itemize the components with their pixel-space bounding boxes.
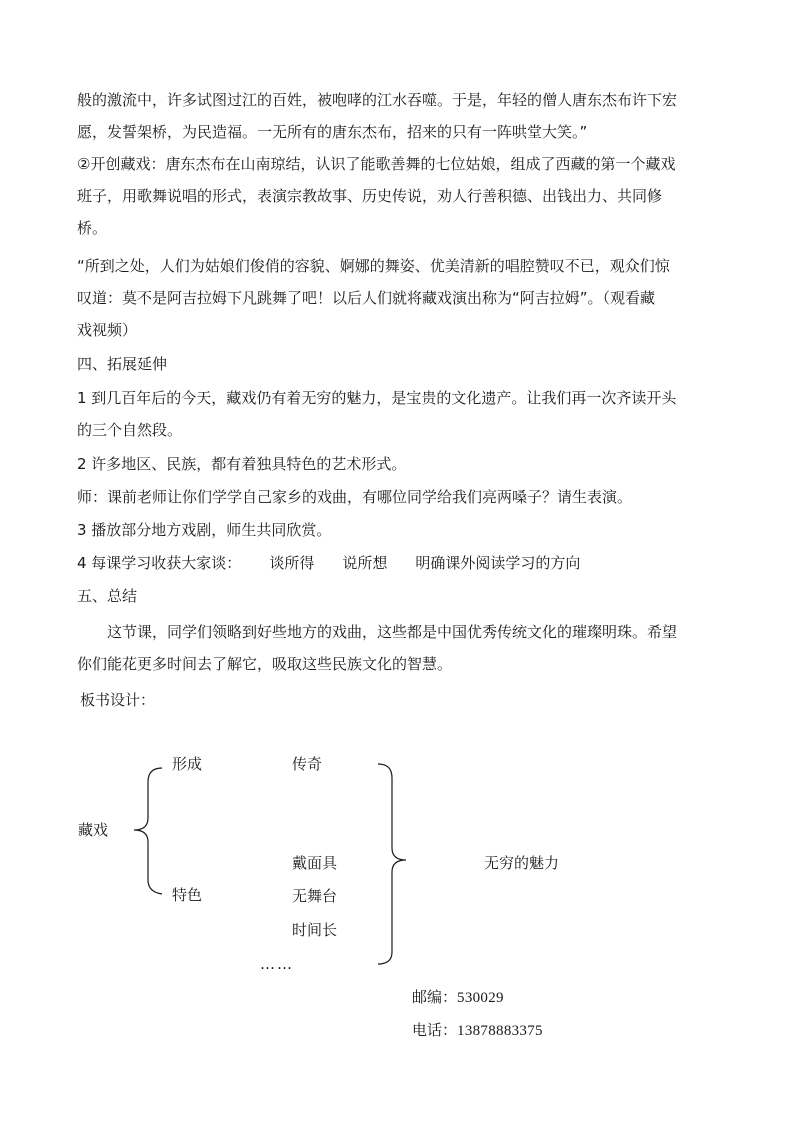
phone-label: 电话：: [412, 1021, 458, 1039]
board-design-title: 板书设计：: [80, 691, 156, 709]
board-ellipsis: ……: [260, 955, 294, 973]
paragraph-line: 师：课前老师让你们学学自己家乡的戏曲，有哪位同学给我们亮两嗓子？请生表演。: [77, 488, 633, 506]
right-brace: [378, 764, 406, 964]
paragraph-line: 这节课，同学们领略到好些地方的戏曲，这些都是中国优秀传统文化的璀璨明珠。希望: [107, 623, 678, 641]
paragraph-line: “所到之处，人们为姑娘们俊俏的容貌、婀娜的舞姿、优美清新的唱腔赞叹不已，观众们惊: [77, 257, 670, 275]
paragraph-line: 愿，发誓架桥，为民造福。一无所有的唐东杰布，招来的只有一阵哄堂大笑。”: [77, 123, 588, 141]
section-heading: 五、总结: [77, 587, 138, 605]
postcode-label: 邮编：: [412, 988, 458, 1006]
paragraph-line: 1 到几百年后的今天，藏戏仍有着无穷的魅力，是宝贵的文化遗产。让我们再一次齐读开头: [77, 389, 677, 407]
paragraph-line: 你们能花更多时间去了解它，吸取这些民族文化的智慧。: [77, 655, 453, 673]
board-item-stage: 无舞台: [292, 887, 338, 905]
board-branch-form: 形成: [172, 755, 203, 773]
paragraph-line: 戏视频）: [77, 321, 138, 339]
paragraph-line: 2 许多地区、民族，都有着独具特色的艺术形式。: [77, 455, 407, 473]
paragraph-line: 叹道：莫不是阿吉拉姆下凡跳舞了吧！以后人们就将藏戏演出称为“阿吉拉姆”。（观看藏: [77, 289, 656, 307]
harvest-item-gain: 谈所得: [269, 554, 315, 572]
paragraph-line: 3 播放部分地方戏剧，师生共同欣赏。: [77, 521, 332, 539]
paragraph-line: 般的激流中，许多试图过江的百姓，被咆哮的江水吞噬。于是，年轻的僧人唐东杰布许下宏: [77, 91, 678, 109]
paragraph-line: 班子，用歌舞说唱的形式，表演宗教故事、历史传说，劝人行善积德、出钱出力、共同修: [77, 187, 663, 205]
board-item-mask: 戴面具: [292, 854, 338, 872]
board-item-legend: 传奇: [292, 755, 323, 773]
board-item-time: 时间长: [292, 921, 338, 939]
paragraph-line: 桥。: [77, 219, 108, 237]
phone-value: 13878883375: [457, 1023, 543, 1039]
postcode-value: 530029: [457, 990, 504, 1006]
harvest-intro: 4 每课学习收获大家谈：: [77, 554, 242, 572]
left-brace: [134, 768, 162, 894]
harvest-item-direction: 明确课外阅读学习的方向: [415, 554, 581, 572]
board-branch-feature: 特色: [172, 886, 203, 904]
paragraph-line: 的三个自然段。: [77, 421, 183, 439]
postcode-line: [412, 987, 504, 1008]
paragraph-line: ②开创藏戏：唐东杰布在山南琼结，认识了能歌善舞的七位姑娘，组成了西藏的第一个藏戏: [77, 155, 676, 173]
board-conclusion: 无穷的魅力: [484, 854, 560, 872]
phone-line: [412, 1020, 543, 1041]
board-root: 藏戏: [78, 821, 109, 839]
harvest-item-thought: 说所想: [342, 554, 388, 572]
section-heading: 四、拓展延伸: [77, 355, 168, 373]
